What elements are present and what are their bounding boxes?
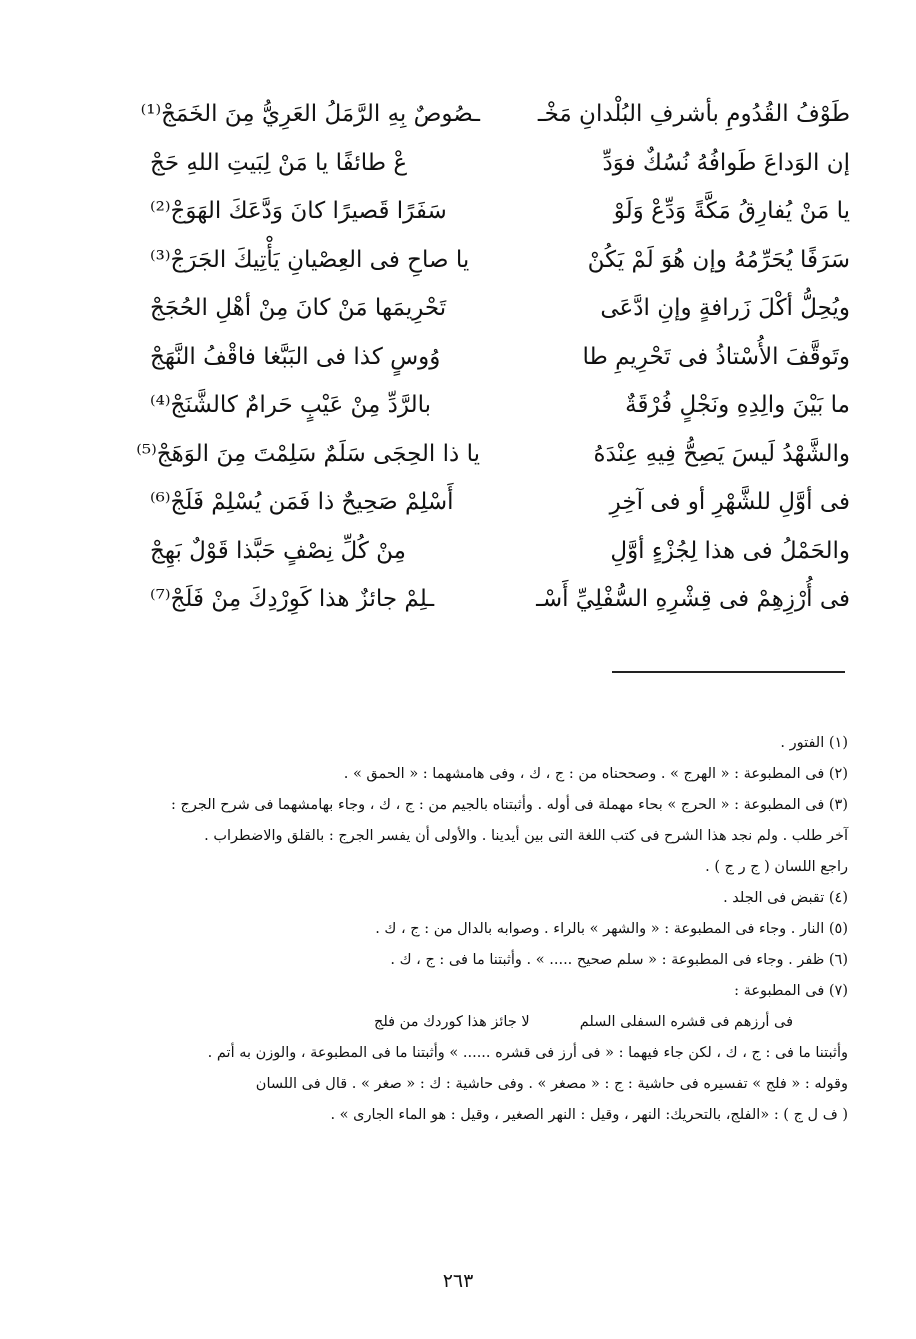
- page-number: ٢٦٣: [442, 1270, 474, 1292]
- footnotes: [115, 728, 848, 1131]
- verse-first-hemistich: يا مَنْ يُفارِقُ مَكَّةً وَدِّعْ وَلَوْ: [613, 198, 850, 225]
- verse-second-hemistich: وُوسٍ كذا فى البَبَّغا فاقْفُ النَّهَجْ: [150, 343, 441, 370]
- footnote-line: آخر طلب . ولم نجد هذا الشرح فى كتب اللغة التى بين أيدينا . والأولى أن يفسر الجرج : بالقلق والاضطراب .: [204, 828, 848, 844]
- verse-second-hemistich: تَحْرِيمَها مَنْ كانَ مِنْ أهْلِ الحُجَجْ: [150, 295, 447, 322]
- verse-line: [150, 575, 850, 624]
- footnote-line: (٦) ظفر . وجاء فى المطبوعة : « سلم صحيح ..... » . وأثبتنا ما فى : ج ، ك .: [390, 952, 848, 968]
- footnote-line: (٣) فى المطبوعة : « الحرج » بحاء مهملة فى أوله . وأثبتناه بالجيم من : ج ، ك ، وجاء بهامشهما فى شرح الجرج :: [171, 797, 848, 813]
- verse-first-hemistich: إن الوَداعَ طَوافُهُ نُسُكٌ فوَدِّ: [602, 149, 850, 176]
- footnote-separator: [612, 671, 845, 673]
- footnote-line: وأثبتنا ما فى : ج ، ك ، لكن جاء فيهما : « فى أرز فى قشره ...... » وأثبتنا ما فى المطبوعة ، والوزن به أتم .: [207, 1045, 848, 1061]
- footnote-verse: [115, 1007, 848, 1038]
- footnote-line: (١) الفتور .: [780, 735, 848, 751]
- verse-line: [150, 333, 850, 382]
- verse-line: [150, 187, 850, 236]
- footnote-line: راجع اللسان ( ج ر ج ) .: [705, 859, 848, 875]
- verse-line: [150, 139, 850, 188]
- verse-line: [136, 430, 850, 479]
- footnote-line: ( ف ل ج ) : «الفلج، بالتحريك: النهر ، وقيل : النهر الصغير ، وقيل : هو الماء الجارى » .: [330, 1107, 848, 1123]
- poem-verses: [136, 90, 850, 624]
- verse-first-hemistich: فى أوَّلِ للشَّهْرِ أو فى آخِرِ: [609, 489, 850, 516]
- verse-first-hemistich: وتَوقَّفَ الأُسْتاذُ فى تَحْرِيمِ طا: [582, 343, 850, 370]
- verse-second-hemistich: يا صاحِ فى العِصْيانِ يَأْتِيكَ الجَرَجْ⁽³⁾: [150, 246, 470, 273]
- verse-line: [150, 284, 850, 333]
- verse-second-hemistich: بالرَّدِّ مِنْ عَيْبٍ حَرامٌ كالشَّنَجْ⁽⁴⁾: [150, 392, 432, 419]
- verse-line: [150, 478, 850, 527]
- verse-second-hemistich: عْ طائفًا يا مَنْ لِبَيتِ اللهِ حَجْ: [150, 149, 408, 176]
- verse-second-hemistich: ـلِمْ جائزٌ هذا كَوِرْدِكَ مِنْ فَلَجْ⁽⁷⁾: [150, 586, 435, 613]
- footnote-line: (٧) فى المطبوعة :: [734, 983, 848, 999]
- verse-line: [150, 527, 850, 576]
- verse-first-hemistich: طَوْفُ القُدُومِ بأشرفِ البُلْدانِ مَخْـ: [537, 101, 850, 128]
- verse-first-hemistich: والحَمْلُ فى هذا لِجُزْءٍ أوَّلِ: [610, 537, 850, 564]
- verse-first-hemistich: ويُحِلُّ أكْلَ زَرافةٍ وإنِ ادَّعَى: [600, 295, 850, 322]
- verse-first-hemistich: ما بَيْنَ والِدِهِ ونَجْلٍ فُرْقَةٌ: [625, 392, 850, 419]
- footnote-line: (٥) النار . وجاء فى المطبوعة : « والشهر » بالراء . وصوابه بالدال من : ج ، ك .: [375, 921, 848, 937]
- verse-second-hemistich: يا ذا الحِجَى سَلَمٌ سَلِمْتَ مِنَ الوَهَجْ⁽⁵⁾: [136, 440, 480, 467]
- verse-line: [140, 90, 850, 139]
- verse-first-hemistich: فى أُرْزِهِمْ فى قِشْرِهِ السُّفْلِيِّ أَسْـ: [536, 586, 850, 613]
- verse-line: [150, 236, 850, 285]
- verse-second-hemistich: أَسْلِمْ صَحِيحٌ ذا فَمَن يُسْلِمْ فَلَجْ⁽⁶⁾: [150, 489, 454, 516]
- footnote-line: (٤) تقبض فى الجلد .: [723, 890, 848, 906]
- verse-line: [150, 381, 850, 430]
- verse-second-hemistich: ـصُوصٌ بِهِ الرَّمَلُ العَرِيُّ مِنَ الخَمَجْ⁽¹⁾: [140, 101, 480, 128]
- footnote-verse-first: فى أرزهم فى قشره السفلى السلم: [579, 1014, 793, 1030]
- verse-second-hemistich: مِنْ كُلِّ نِصْفٍ حَبَّذا قَوْلٌ بَهِجْ: [150, 537, 406, 564]
- footnote-verse-second: لا جائز هذا كوردك من فلج: [373, 1014, 530, 1030]
- verse-first-hemistich: والشَّهْدُ لَيسَ يَصِحُّ فِيهِ عِنْدَهُ: [593, 440, 850, 467]
- verse-second-hemistich: سَفَرًا قَصيرًا كانَ وَدَّعَكَ الهَوَجْ⁽²⁾: [150, 198, 447, 225]
- verse-first-hemistich: سَرَفًا يُحَرِّمُهُ وإن هُوَ لَمْ يَكُنْ: [587, 246, 850, 273]
- footnote-line: وقوله : « فلج » تفسيره فى حاشية : ج : « مصغر » . وفى حاشية : ك : « صغر » . قال فى اللسان: [255, 1076, 848, 1092]
- footnote-line: (٢) فى المطبوعة : « الهرج » . وصححناه من : ج ، ك ، وفى هامشهما : « الحمق » .: [343, 766, 848, 782]
